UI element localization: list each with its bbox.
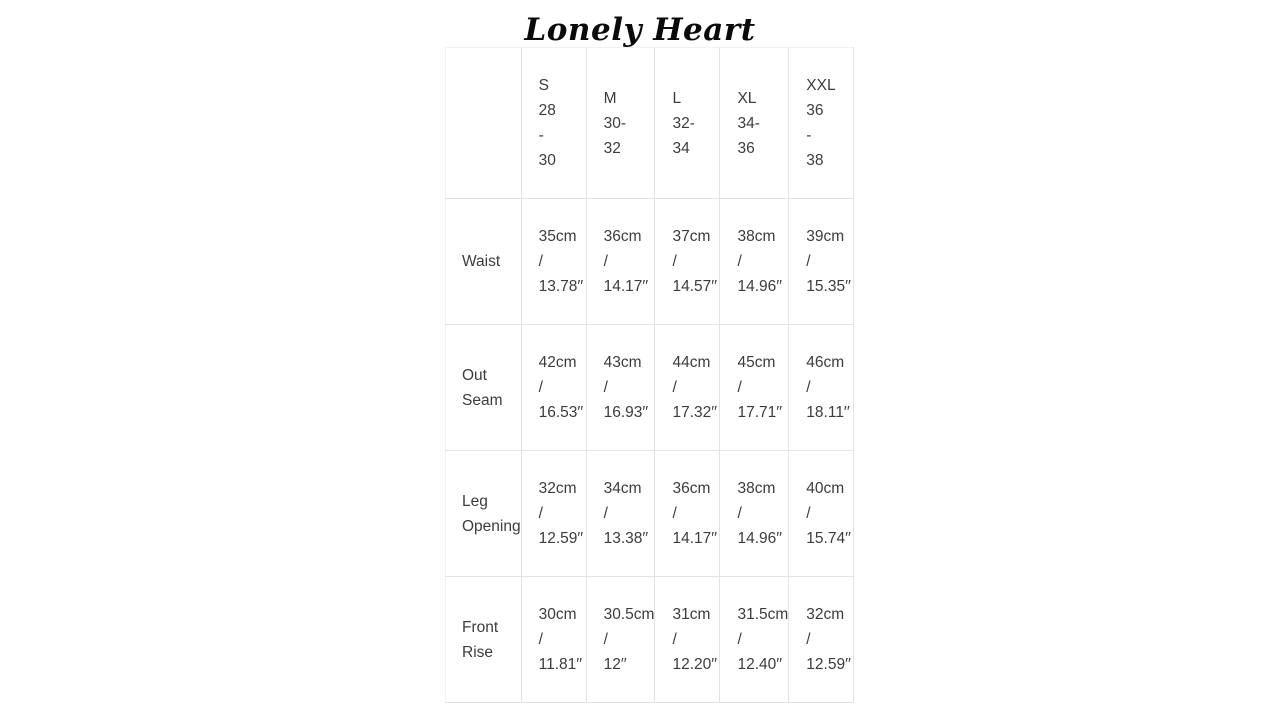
cell-text-line: 12.40′′: [737, 656, 783, 673]
cell-text-line: 30: [538, 152, 556, 169]
cell-text-line: 14.17′′: [603, 278, 649, 295]
measurement-value-cell: [521, 199, 586, 325]
measurement-value-cell: [789, 199, 854, 325]
cell-text-line: S: [538, 77, 549, 94]
cell-text-line: 45cm: [737, 354, 776, 371]
cell-text-line: /: [672, 631, 677, 648]
size-header-cell: [720, 48, 789, 199]
cell-text-line: 38cm: [737, 228, 776, 245]
cell-text-line: 11.81′′: [538, 656, 583, 673]
cell-text-line: 31cm: [672, 606, 711, 623]
measurement-label-cell: [446, 451, 522, 577]
cell-text-line: Waist: [462, 253, 501, 270]
cell-text-line: XXL: [806, 77, 836, 94]
cell-text-line: 38: [806, 152, 824, 169]
cell-text-line: 17.71′′: [737, 404, 783, 421]
cell-text-line: 37cm: [672, 228, 711, 245]
cell-text-line: 34-: [737, 114, 760, 132]
cell-text-line: 12.20′′: [672, 656, 718, 673]
measurement-row: [446, 451, 854, 577]
cell-text-line: 13.78′′: [538, 278, 584, 295]
cell-text-line: 16.53′′: [538, 404, 584, 421]
cell-text-line: /: [603, 253, 608, 270]
size-header-cell: [789, 48, 854, 199]
measurement-row: [446, 199, 854, 325]
measurement-value-cell: [655, 451, 720, 577]
cell-text-line: Seam: [462, 391, 503, 409]
cell-text-line: 43cm: [603, 354, 642, 371]
size-header-cell: [521, 48, 586, 199]
cell-text-line: /: [806, 253, 811, 270]
cell-text-line: 39cm: [806, 228, 845, 245]
cell-text-line: 38cm: [737, 480, 776, 497]
page-title: Lonely Heart: [524, 12, 756, 48]
cell-text-line: /: [806, 379, 811, 396]
measurement-value-cell: [789, 451, 854, 577]
measurement-value-cell: [521, 577, 586, 703]
cell-text-line: 12.59′′: [806, 656, 851, 673]
cell-text-line: 14.17′′: [672, 530, 718, 547]
cell-text-line: XL: [737, 89, 757, 107]
measurement-value-cell: [720, 325, 789, 451]
cell-text-line: /: [737, 631, 742, 648]
cell-text-line: 18.11′′: [806, 404, 850, 421]
cell-text-line: 14.96′′: [737, 278, 783, 295]
measurement-row: [446, 577, 854, 703]
cell-text-line: 30-: [603, 114, 627, 132]
measurement-value-cell: [586, 199, 655, 325]
size-header-cell: [586, 48, 655, 199]
measurement-label-cell: [446, 577, 522, 703]
cell-text-line: 15.74′′: [806, 530, 851, 547]
cell-text-line: /: [672, 253, 677, 270]
cell-text-line: 35cm: [538, 228, 577, 245]
size-header-cell: [655, 48, 720, 199]
cell-text-line: /: [806, 505, 811, 522]
measurement-label-cell: [446, 199, 522, 325]
cell-text-line: /: [538, 631, 543, 648]
cell-text-line: 15.35′′: [806, 278, 851, 295]
cell-text-line: /: [737, 379, 742, 396]
measurement-label-cell: [446, 325, 522, 451]
cell-text-line: 44cm: [672, 354, 711, 371]
cell-text-line: 13.38′′: [603, 530, 649, 547]
size-header-row: [446, 48, 854, 199]
cell-text-line: 40cm: [806, 480, 845, 497]
measurement-value-cell: [586, 577, 655, 703]
measurement-value-cell: [720, 199, 789, 325]
cell-text-line: /: [538, 253, 543, 270]
cell-text-line: 30.5cm: [603, 606, 655, 623]
measurement-value-cell: [655, 199, 720, 325]
measurement-value-cell: [720, 451, 789, 577]
cell-text-line: M: [603, 89, 617, 107]
size-chart-table: [445, 47, 854, 703]
cell-text-line: 30cm: [538, 606, 577, 623]
cell-text-line: -: [806, 127, 812, 144]
cell-text-line: 36: [806, 102, 824, 119]
cell-text-line: /: [538, 379, 543, 396]
cell-text-line: 32cm: [806, 606, 845, 623]
cell-text-line: 42cm: [538, 354, 577, 371]
measurement-row: [446, 325, 854, 451]
cell-text-line: /: [603, 379, 608, 396]
cell-text-line: Front: [462, 618, 499, 636]
cell-text-line: 14.96′′: [737, 530, 783, 547]
cell-text-line: Rise: [462, 643, 494, 661]
cell-text-line: 46cm: [806, 354, 845, 371]
measurement-value-cell: [789, 325, 854, 451]
measurement-value-cell: [586, 325, 655, 451]
cell-text-line: /: [603, 505, 608, 522]
measurement-value-cell: [586, 451, 655, 577]
cell-text-line: /: [737, 253, 742, 270]
size-chart-body: [446, 48, 854, 703]
cell-text-line: /: [737, 505, 742, 522]
cell-text-line: 12′′: [603, 656, 627, 673]
cell-text-line: 12.59′′: [538, 530, 584, 547]
cell-text-line: /: [672, 505, 677, 522]
cell-text-line: /: [538, 505, 543, 522]
cell-text-line: 32-: [672, 114, 695, 132]
cell-text-line: 28: [538, 102, 556, 119]
cell-text-line: 14.57′′: [672, 278, 718, 295]
cell-text-line: 31.5cm: [737, 606, 789, 623]
measurement-value-cell: [789, 577, 854, 703]
measurement-value-cell: [655, 325, 720, 451]
cell-text-line: Out: [462, 366, 487, 384]
cell-text-line: 36cm: [603, 228, 642, 245]
cell-text-line: 32: [603, 139, 621, 157]
cell-text-line: -: [538, 127, 544, 144]
cell-text-line: 36: [737, 139, 755, 157]
cell-text-line: 17.32′′: [672, 404, 718, 421]
cell-text-line: 34: [672, 139, 690, 157]
header-corner-cell: [446, 48, 522, 199]
measurement-value-cell: [521, 325, 586, 451]
cell-text-line: 16.93′′: [603, 404, 649, 421]
cell-text-line: L: [672, 89, 682, 107]
cell-text-line: Opening: [462, 517, 521, 535]
measurement-value-cell: [521, 451, 586, 577]
cell-text-line: 34cm: [603, 480, 642, 497]
measurement-value-cell: [655, 577, 720, 703]
measurement-value-cell: [720, 577, 789, 703]
cell-text-line: /: [672, 379, 677, 396]
cell-text-line: Leg: [462, 492, 488, 510]
cell-text-line: 36cm: [672, 480, 711, 497]
cell-text-line: 32cm: [538, 480, 577, 497]
cell-text-line: /: [603, 631, 608, 648]
cell-text-line: /: [806, 631, 811, 648]
